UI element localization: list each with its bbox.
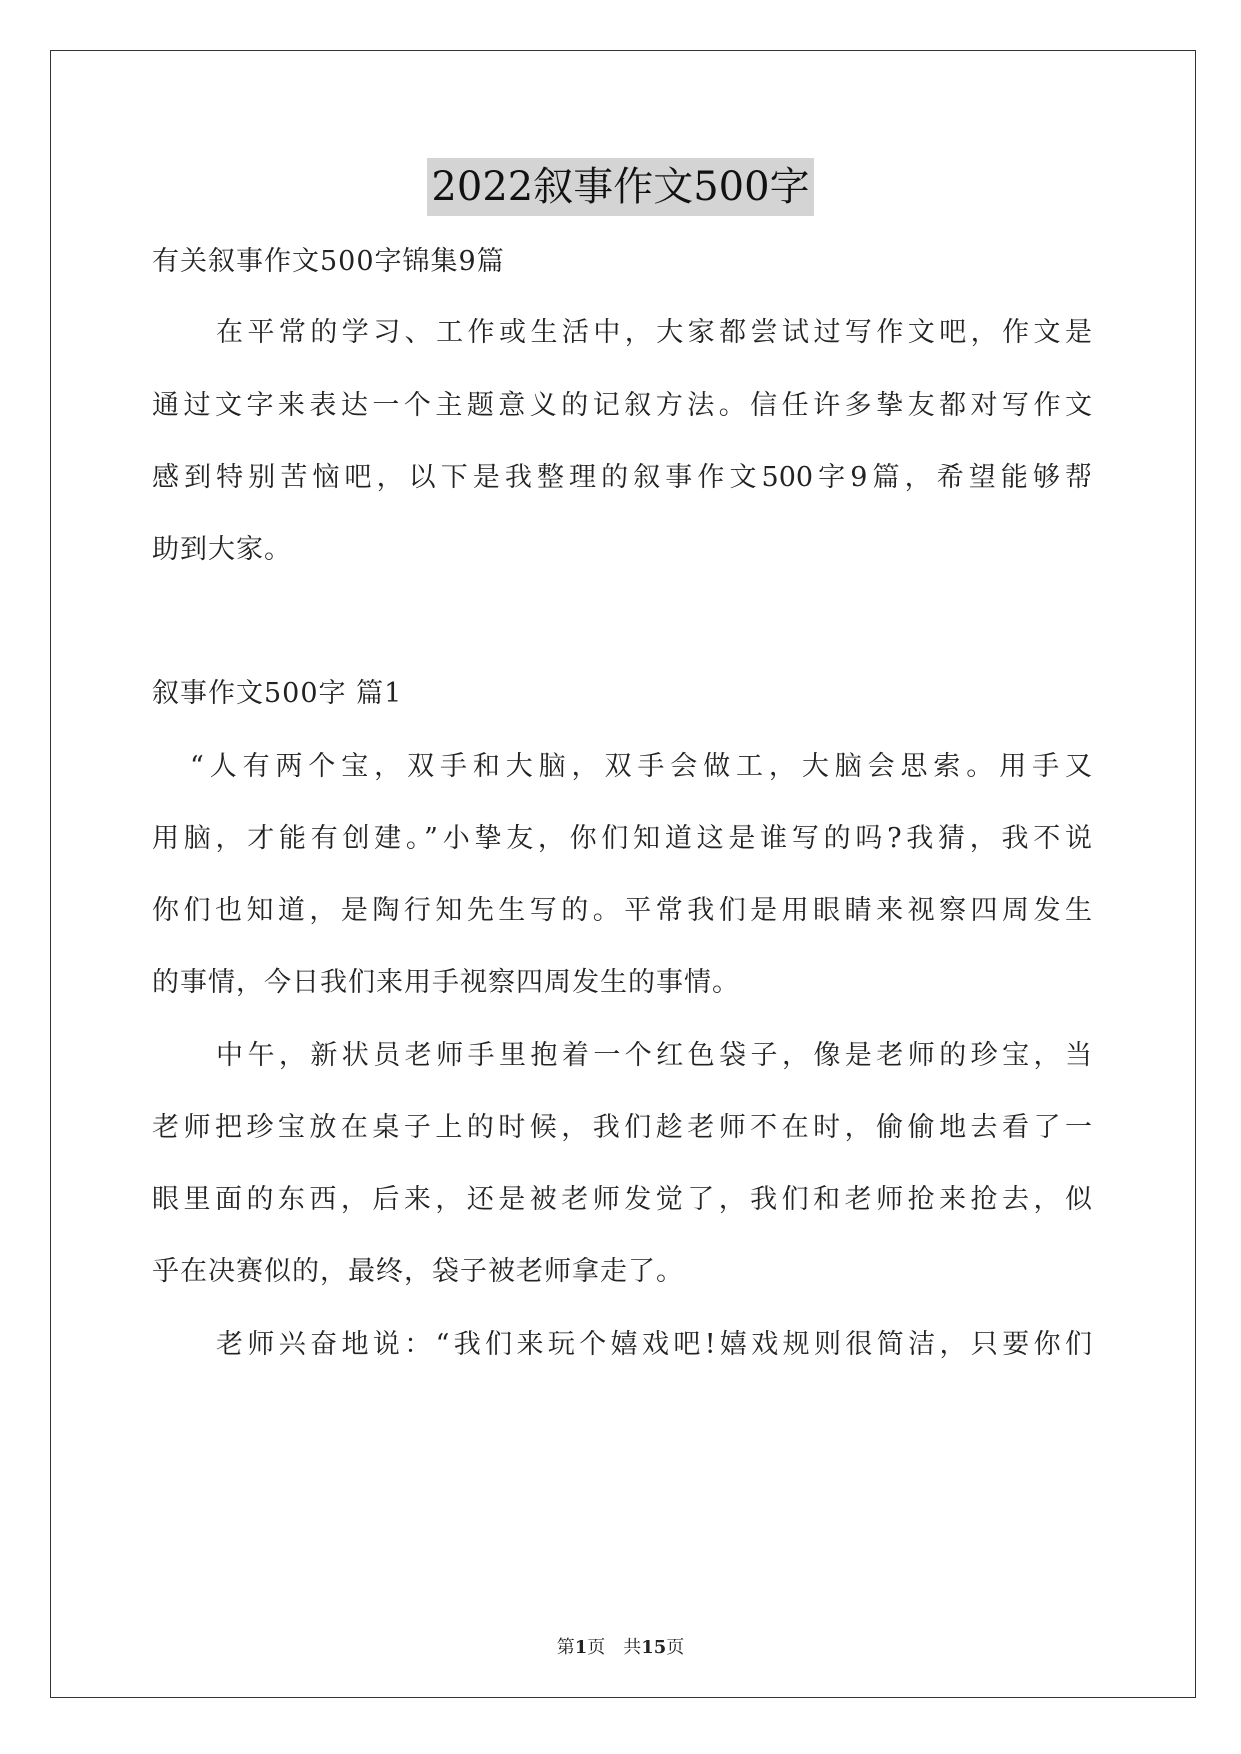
- page-footer: [0, 1636, 1241, 1660]
- paragraph-line: 你们也知道，是陶行知先生写的。平常我们是用眼睛来视察四周发生: [152, 895, 1092, 926]
- page-label-prefix: 第: [556, 1637, 575, 1658]
- intro-line: 助到大家。: [152, 534, 292, 565]
- total-label-prefix: 共: [623, 1637, 642, 1658]
- paragraph-line: 老师把珍宝放在桌子上的时候，我们趁老师不在时，偷偷地去看了一: [152, 1112, 1092, 1143]
- page-label-suffix: 页: [587, 1637, 606, 1658]
- page-border: [50, 50, 1196, 1698]
- intro-line: 通过文字来表达一个主题意义的记叙方法。信任许多挚友都对写作文: [152, 390, 1092, 421]
- page-number: 1: [574, 1637, 588, 1658]
- paragraph-line: 老师兴奋地说：“我们来玩个嬉戏吧!嬉戏规则很简洁，只要你们: [216, 1329, 1092, 1360]
- total-label-suffix: 页: [666, 1637, 685, 1658]
- total-pages: 15: [641, 1637, 667, 1658]
- intro-line: 感到特别苦恼吧，以下是我整理的叙事作文500字9篇，希望能够帮: [152, 462, 1092, 493]
- section-heading: 叙事作文500字 篇1: [152, 678, 403, 709]
- intro-line: 在平常的学习、工作或生活中，大家都尝试过写作文吧，作文是: [216, 317, 1092, 348]
- document-title: 2022叙事作文500字: [427, 158, 813, 216]
- paragraph-line: 眼里面的东西，后来，还是被老师发觉了，我们和老师抢来抢去，似: [152, 1184, 1092, 1215]
- document-subtitle: 有关叙事作文500字锦集9篇: [152, 246, 505, 277]
- paragraph-line: 的事情，今日我们来用手视察四周发生的事情。: [152, 967, 740, 998]
- paragraph-line: 乎在决赛似的，最终，袋子被老师拿走了。: [152, 1256, 684, 1287]
- paragraph-line: 用脑，才能有创建。”小挚友，你们知道这是谁写的吗?我猜，我不说: [152, 823, 1092, 854]
- paragraph-line: 中午，新状员老师手里抱着一个红色袋子，像是老师的珍宝，当: [216, 1040, 1092, 1071]
- title-container: [0, 158, 1241, 216]
- paragraph-line: “人有两个宝，双手和大脑，双手会做工，大脑会思索。用手又: [190, 751, 1092, 782]
